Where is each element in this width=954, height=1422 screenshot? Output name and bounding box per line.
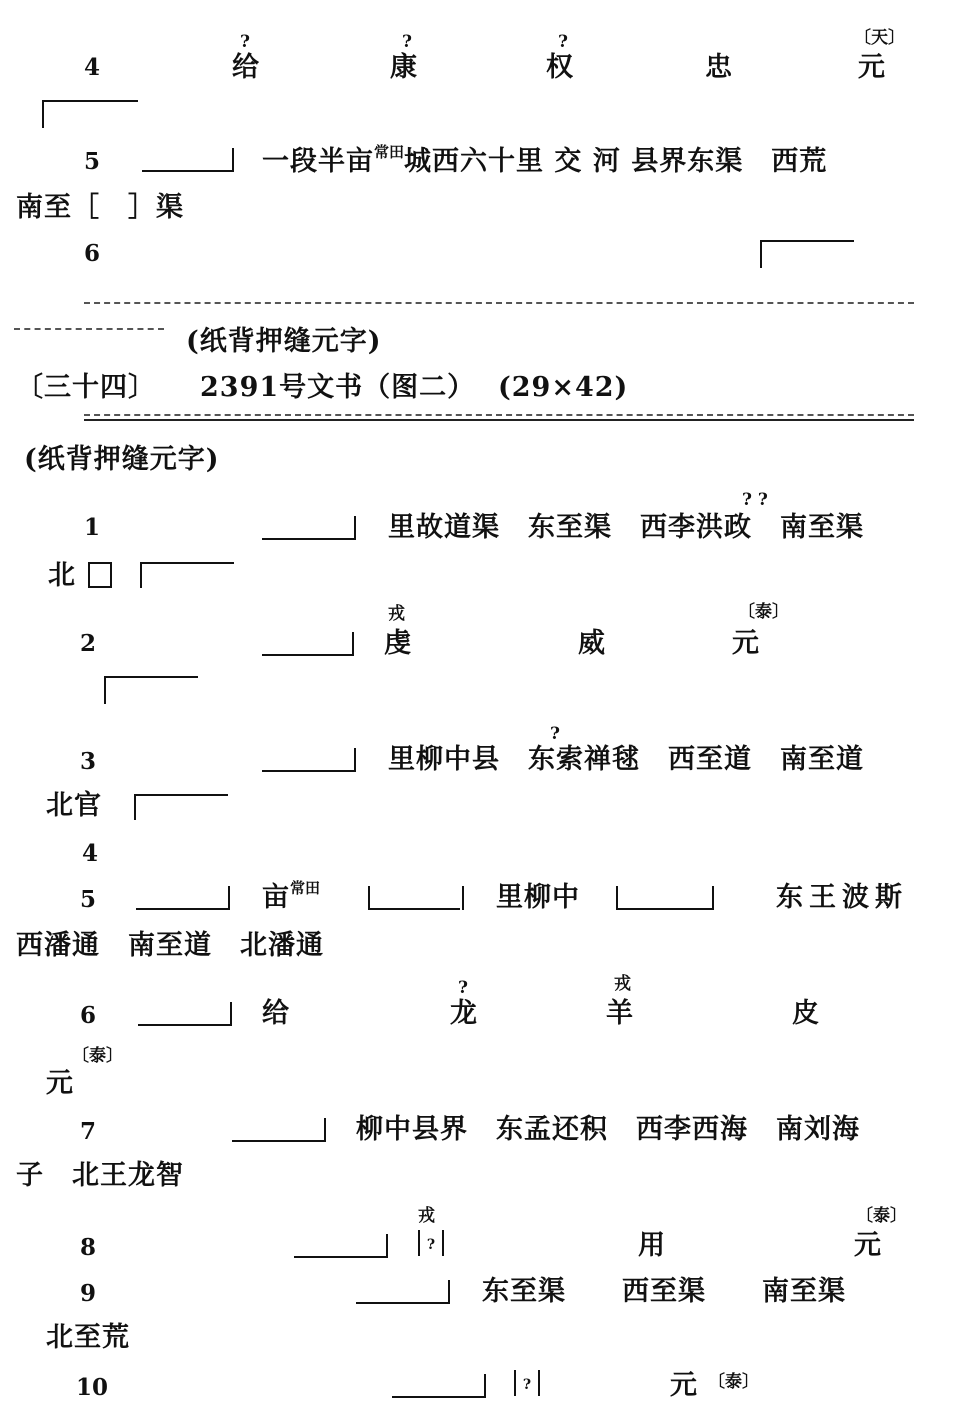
lacuna-mark <box>232 1118 326 1142</box>
line-number: 4 <box>84 54 101 81</box>
line-number: 6 <box>84 240 101 267</box>
lacuna-mark <box>138 1002 232 1026</box>
uncertain-mark: ? ? <box>742 490 768 510</box>
superscript-note: 常田 <box>374 143 405 161</box>
line-number: 5 <box>84 148 101 175</box>
name-char: 权 <box>546 52 574 83</box>
name-char: 威 <box>578 628 606 659</box>
continuation-line: 子 北王龙智 <box>16 1160 184 1191</box>
lacuna-edge <box>462 886 464 910</box>
name-char: 羊 <box>606 998 634 1029</box>
text-segment: 东王波斯 <box>776 882 908 913</box>
text-line <box>262 143 828 177</box>
line-number: 5 <box>80 886 97 913</box>
continuation-line: 北至荒 <box>46 1322 130 1353</box>
yuan-char: 元 <box>854 1230 882 1261</box>
heading-doc: 2391号文书（图二） <box>200 372 476 403</box>
superscript-note: 戎 <box>614 974 631 994</box>
text-line: 里故道渠 东至渠 西李洪政 南至渠 <box>388 512 864 543</box>
text-line: 东至渠 西至渠 南至渠 <box>482 1276 846 1307</box>
lacuna-mark <box>142 148 234 172</box>
lacuna-mark <box>294 1234 388 1258</box>
superscript-note: 戎 <box>388 604 405 624</box>
line-number: 4 <box>82 840 99 867</box>
line-number: 8 <box>80 1234 97 1261</box>
lacuna-mark <box>368 886 460 910</box>
uncertain-mark: ? <box>402 32 412 52</box>
name-char: 康 <box>390 52 418 83</box>
lacuna-mark <box>356 1280 450 1304</box>
lacuna-mark <box>136 886 230 910</box>
editor-note: 〔泰〕 <box>856 1206 907 1226</box>
uncertain-mark: ? <box>458 978 468 998</box>
yuan-char: 元 <box>670 1370 698 1401</box>
yuan-char: 元 <box>46 1068 74 1099</box>
text-b: 城西六十里 交 河 县界东渠 西荒 <box>404 146 828 177</box>
lacuna-mark <box>42 100 138 128</box>
name-char: 给 <box>262 998 290 1029</box>
editor-note: 〔泰〕 <box>738 602 789 622</box>
lacuna-mark <box>392 1374 486 1398</box>
lacuna-mark <box>262 632 354 656</box>
seam-note: (纸背押缝元字) <box>24 444 220 475</box>
lacuna-mark <box>140 562 234 588</box>
text-segment <box>262 879 321 913</box>
uncertain-mark: ? <box>550 724 560 744</box>
name-char: 忠 <box>705 52 733 83</box>
editor-note: 〔天〕 <box>854 28 905 48</box>
uncertain-mark: ? <box>240 32 250 52</box>
seam-line <box>84 302 914 304</box>
lacuna-mark <box>262 748 356 772</box>
continuation-line: 北官 <box>46 790 102 821</box>
lacuna-mark <box>616 886 712 910</box>
editor-note: 〔泰〕 <box>708 1372 759 1392</box>
seam-line <box>14 328 164 330</box>
seam-note: (纸背押缝元字) <box>186 326 382 357</box>
uncertain-char-box: ? <box>418 1230 444 1256</box>
name-char: 用 <box>638 1230 666 1261</box>
yuan-char: 元 <box>732 628 760 659</box>
missing-char-box <box>88 562 112 588</box>
line-number: 9 <box>80 1280 97 1307</box>
continuation-line: 北 <box>48 560 76 591</box>
lacuna-edge <box>712 886 714 910</box>
lacuna-mark <box>760 240 854 268</box>
continuation-line: 西潘通 南至道 北潘通 <box>16 930 324 961</box>
superscript-note: 戎 <box>418 1206 435 1226</box>
uncertain-char-box: ? <box>514 1370 540 1396</box>
line-number: 1 <box>84 514 101 541</box>
text-segment: 里柳中 <box>496 882 580 913</box>
seam-line <box>84 414 914 416</box>
uncertain-mark: ? <box>558 32 568 52</box>
heading-number: 〔三十四〕 <box>16 372 156 403</box>
text-a: 亩 <box>262 882 290 913</box>
lacuna-mark <box>134 794 228 820</box>
line-number: 10 <box>76 1374 109 1401</box>
name-char: 龙 <box>450 998 478 1029</box>
continuation-line: 南至［ ］渠 <box>16 192 184 223</box>
text-line: 柳中县界 东孟还积 西李西海 南刘海 <box>356 1114 860 1145</box>
line-number: 3 <box>80 748 97 775</box>
lacuna-mark <box>262 516 356 540</box>
editor-note: 〔泰〕 <box>72 1046 123 1066</box>
name-char: 皮 <box>792 998 820 1029</box>
name-char: 给 <box>232 52 260 83</box>
line-number: 7 <box>80 1118 97 1145</box>
superscript-note: 常田 <box>290 879 321 897</box>
text-a: 一段半亩 <box>262 146 374 177</box>
text-line: 里柳中县 东索禅毬 西至道 南至道 <box>388 744 864 775</box>
heading-size: (29×42) <box>498 372 629 403</box>
yuan-char: 元 <box>858 52 886 83</box>
line-number: 6 <box>80 1002 97 1029</box>
rule-line <box>84 419 914 421</box>
lacuna-mark <box>104 676 198 704</box>
name-char: 虔 <box>384 628 412 659</box>
line-number: 2 <box>80 630 97 657</box>
